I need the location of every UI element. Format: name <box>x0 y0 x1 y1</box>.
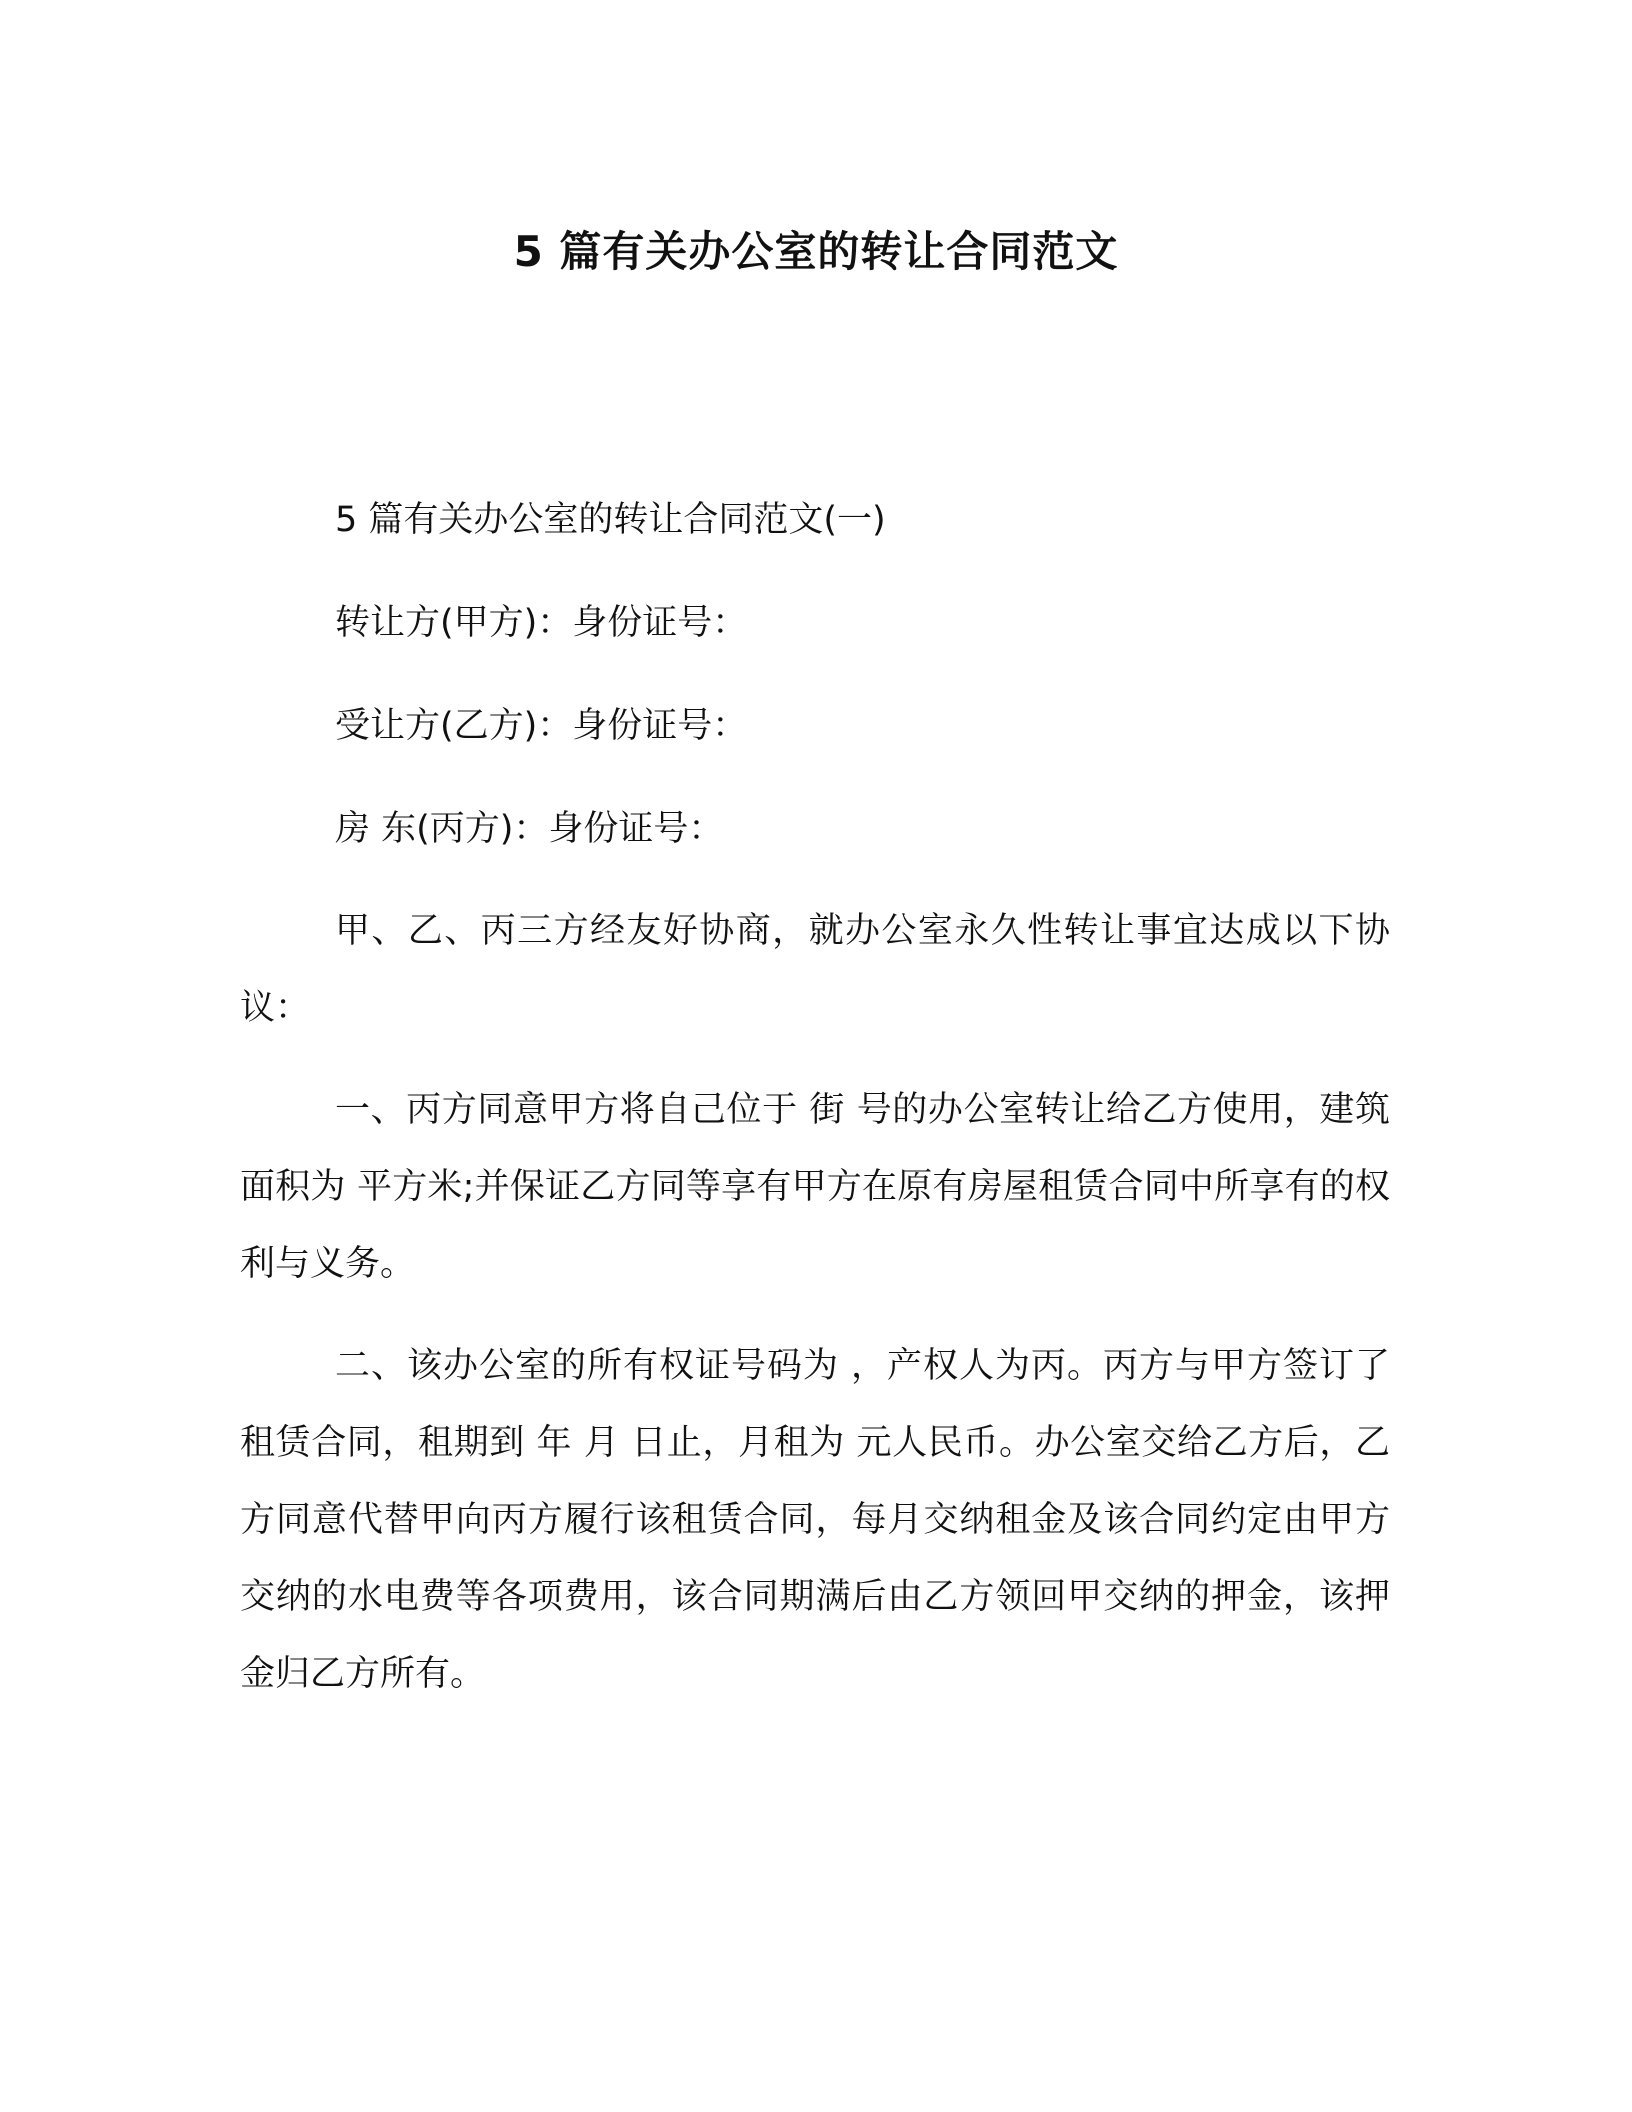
clause-2-paragraph: 二、该办公室的所有权证号码为 ，产权人为丙。丙方与甲方签订了租赁合同，租期到 年 月 日止，月租为 元人民币。办公室交给乙方后，乙方同意代替甲向丙方履行该租赁合同，每月交纳租金及该合同约定由甲方交纳的水电费等各项费用，该合同期满后由乙方领回甲交纳的押金，该押金归乙方所有。 <box>240 1346 1390 1694</box>
party-a-line: 转让方(甲方)：身份证号： <box>335 603 748 643</box>
page-title: 5 篇有关办公室的转让合同范文 <box>513 227 1119 276</box>
preamble-paragraph: 甲、乙、丙三方经友好协商，就办公室永久性转让事宜达成以下协议： <box>240 911 1390 1028</box>
clause-1-paragraph: 一、丙方同意甲方将自己位于 街 号的办公室转让给乙方使用，建筑面积为 平方米;并保证乙方同等享有甲方在原有房屋租赁合同中所享有的权利与义务。 <box>240 1090 1390 1284</box>
section-heading: 5 篇有关办公室的转让合同范文(一) <box>335 500 886 540</box>
party-b-line: 受让方(乙方)：身份证号： <box>335 706 748 746</box>
party-c-line: 房 东(丙方)：身份证号： <box>335 809 724 849</box>
